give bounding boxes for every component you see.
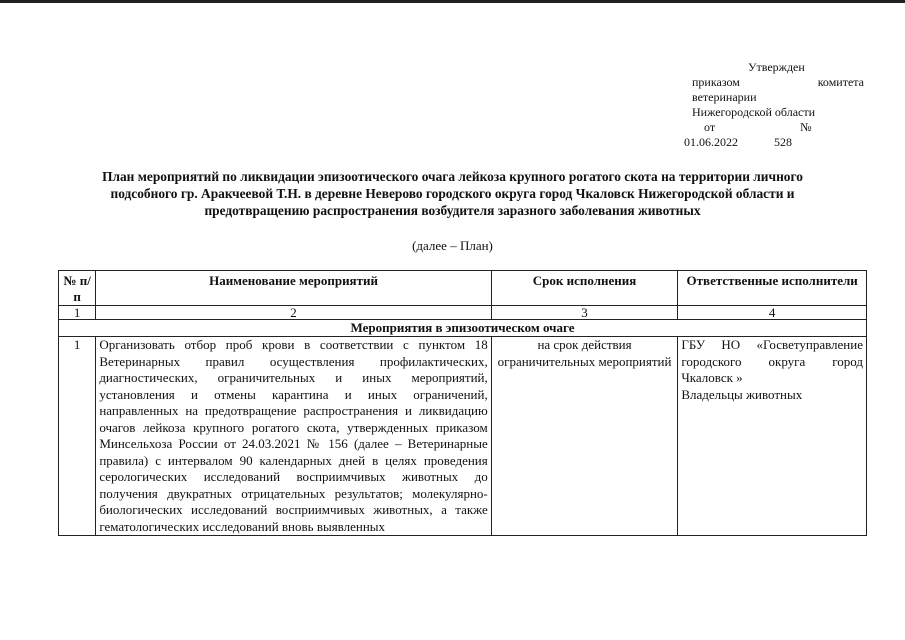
approval-line2: приказом комитета [692, 75, 864, 89]
column-number: 1 [59, 306, 96, 320]
header-num: № п/п [59, 271, 96, 306]
document-subtitle: (далее – План) [412, 238, 493, 253]
responsible-owners: Владельцы животных [681, 386, 803, 402]
column-number: 4 [678, 306, 867, 320]
plan-table [58, 270, 867, 536]
approval-line3: ветеринарии [692, 90, 757, 104]
row-number: 1 [59, 337, 96, 536]
approval-line5: от № [704, 120, 812, 134]
row-term: на срок действия ограничительных мероприятий [491, 337, 678, 536]
approval-line4: Нижегородской области [692, 105, 816, 119]
column-number-row [59, 306, 867, 320]
section-title: Мероприятия в эпизоотическом очаге [59, 320, 867, 337]
header-row [59, 271, 867, 306]
row-description: Организовать отбор проб крови в соответствии с пунктом 18 Ветеринарных правил осуществления профилактических, диагностических, ограничительных и иных мероприятий, установления и отмены карантина и иных ограничений, направленных на предотвращение распространения и ликвидацию очагов лейкоза крупного рогатого скота, утвержденных приказом Минсельхоза России от 24.03.2021 № 156 (далее – Ветеринарные правила) с интервалом 90 календарных дней в целях проведения серологических исследований восприимчивых животных до получения двукратных отрицательных результатов; молекулярно-биологических исследований восприимчивых животных, а также гематологических исследований вновь выявленных [96, 337, 491, 536]
row-responsible [678, 337, 867, 536]
header-term: Срок исполнения [491, 271, 678, 306]
table-row [59, 337, 867, 536]
responsible-org: ГБУ НО «Госветуправление городского округа город Чкаловск » [681, 337, 863, 385]
approval-line6: 01.06.2022 528 [684, 135, 792, 149]
approval-line1: Утвержден [748, 60, 805, 74]
section-row [59, 320, 867, 337]
header-name: Наименование мероприятий [96, 271, 491, 306]
document-title: План мероприятий по ликвидации эпизоотического очага лейкоза крупного рогатого скота на территории личного подсобного гр. Аракчеевой Т.Н. в деревне Неверово городского округа город Чкаловск Нижегородской области и предотвращению распространения возбудителя заразного заболевания животных [102, 169, 803, 218]
header-responsible: Ответственные исполнители [678, 271, 867, 306]
top-scan-edge [0, 0, 905, 3]
approval-block [684, 60, 864, 150]
column-number: 2 [96, 306, 491, 320]
column-number: 3 [491, 306, 678, 320]
